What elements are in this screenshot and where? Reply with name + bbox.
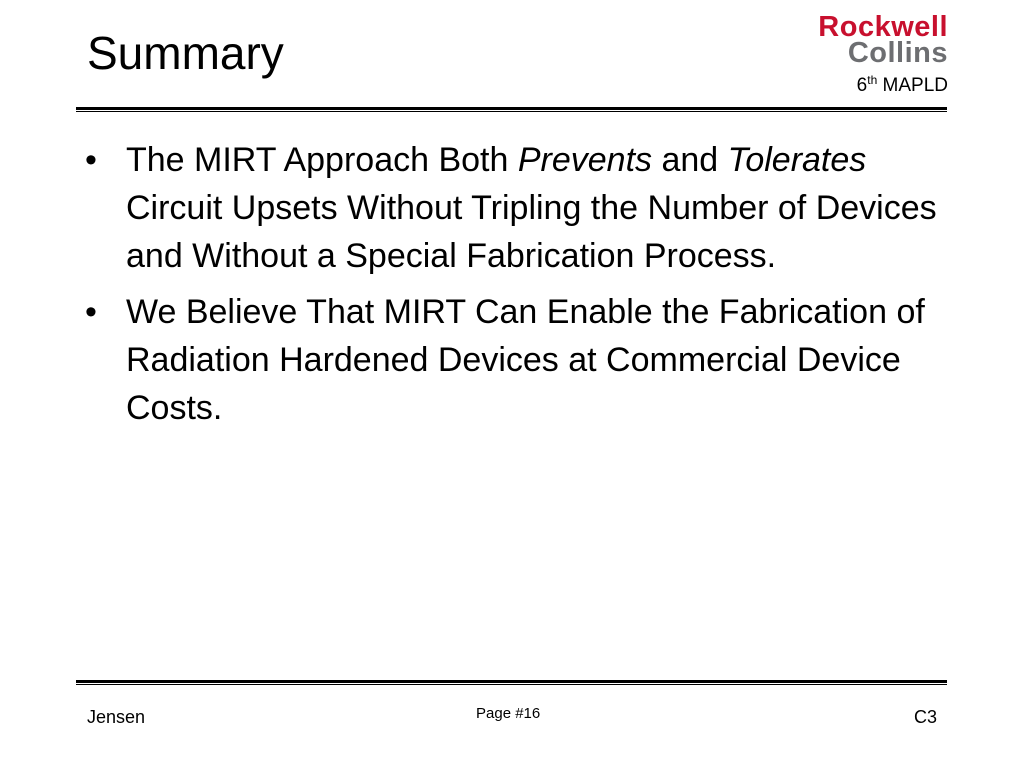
bullet-item xyxy=(85,288,955,432)
footer-author: Jensen xyxy=(87,707,146,727)
conference-ordinal-suffix: th xyxy=(867,73,878,87)
conference-label xyxy=(857,74,948,98)
bullet-text: We Believe That MIRT Can Enable the Fabrication of Radiation Hardened Devices at Commercial Device Costs. xyxy=(126,293,925,427)
logo-collins-text: Collins xyxy=(847,37,948,69)
conference-number: 6 xyxy=(856,75,868,96)
slide-title: Summary xyxy=(87,27,284,79)
bullet-list xyxy=(85,136,955,440)
bullet-text-segment: and xyxy=(652,141,728,179)
rockwell-collins-logo xyxy=(818,11,948,69)
header-divider xyxy=(76,107,947,112)
conference-name: MAPLD xyxy=(882,75,948,96)
footer-code: C3 xyxy=(913,707,937,727)
bullet-emphasis-tolerates: Tolerates xyxy=(727,141,867,179)
bullet-text-segment: Circuit Upsets Without Tripling the Number of Devices and Without a Special Fabrication Process. xyxy=(126,189,937,275)
logo-rockwell-text: Rockwell xyxy=(818,11,948,43)
footer-divider xyxy=(76,680,947,685)
bullet-text-segment: The MIRT Approach Both xyxy=(126,141,518,179)
footer-page-number: Page #16 xyxy=(476,705,541,722)
bullet-emphasis-prevents: Prevents xyxy=(517,141,653,179)
bullet-icon: • xyxy=(85,293,97,331)
bullet-item xyxy=(85,136,955,280)
bullet-icon: • xyxy=(85,141,97,179)
